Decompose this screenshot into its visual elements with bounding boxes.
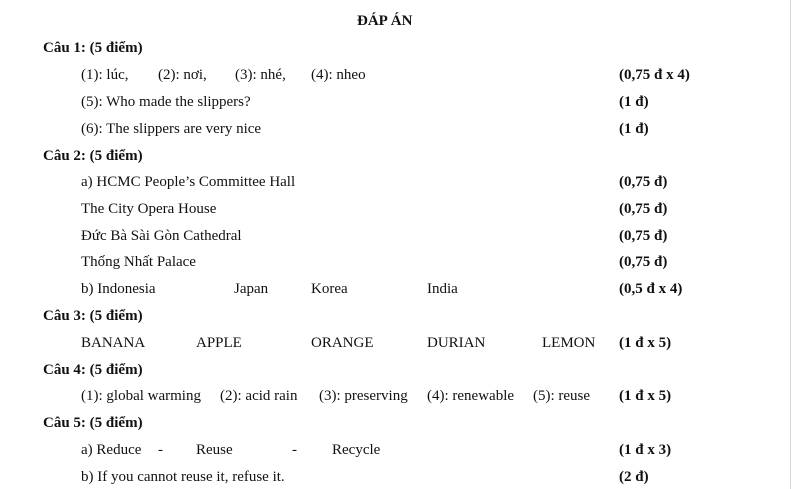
q1-answer-4: (4): nheo: [311, 67, 366, 83]
question-4-heading: Câu 4: (5 điểm): [43, 362, 143, 378]
q1-answer-6: (6): The slippers are very nice: [81, 121, 262, 137]
q2-score-3: (0,75 đ): [619, 228, 668, 244]
q3-fruit-5: LEMON: [542, 335, 596, 351]
q2-country-1: b) Indonesia: [81, 281, 156, 297]
q3-fruit-4: DURIAN: [427, 335, 486, 351]
q4-answer-1: (1): global warming: [81, 388, 201, 404]
q1-answer-5: (5): Who made the slippers?: [81, 94, 251, 110]
q5-dash-2: -: [292, 442, 297, 458]
q2-answer-2: The City Opera House: [81, 201, 217, 217]
q1-answer-1: (1): lúc,: [81, 67, 129, 83]
q2-score-1: (0,75 đ): [619, 174, 668, 190]
q4-score: (1 đ x 5): [619, 388, 672, 404]
q4-answer-5: (5): reuse: [533, 388, 591, 404]
question-1-heading: Câu 1: (5 điểm): [43, 40, 143, 56]
q3-fruit-2: APPLE: [196, 335, 242, 351]
q1-score-1: (0,75 đ x 4): [619, 67, 690, 83]
q3-fruit-3: ORANGE: [311, 335, 374, 351]
page-title: ĐÁP ÁN: [357, 13, 413, 29]
q2-country-3: Korea: [311, 281, 348, 297]
q5-score-2: (2 đ): [619, 469, 649, 485]
q1-score-2: (1 đ): [619, 94, 649, 110]
q3-fruit-1: BANANA: [81, 335, 146, 351]
q2-country-4: India: [427, 281, 458, 297]
question-5-heading: Câu 5: (5 điểm): [43, 415, 143, 431]
q2-answer-4: Thống Nhất Palace: [81, 254, 196, 270]
q4-answer-4: (4): renewable: [427, 388, 515, 404]
question-2-heading: Câu 2: (5 điểm): [43, 148, 143, 164]
q1-score-3: (1 đ): [619, 121, 649, 137]
q4-answer-3: (3): preserving: [319, 388, 408, 404]
q5-word-2: Reuse: [196, 442, 233, 458]
q2-answer-3: Đức Bà Sài Gòn Cathedral: [81, 228, 242, 244]
q5-score-1: (1 đ x 3): [619, 442, 672, 458]
q2-score-5: (0,5 đ x 4): [619, 281, 683, 297]
q5-dash-1: -: [158, 442, 163, 458]
q4-answer-2: (2): acid rain: [220, 388, 298, 404]
q2-answer-1: a) HCMC People’s Committee Hall: [81, 174, 296, 190]
q2-score-4: (0,75 đ): [619, 254, 668, 270]
q1-answer-2: (2): nơi,: [158, 67, 207, 83]
q5-answer-2: b) If you cannot reuse it, refuse it.: [81, 469, 285, 485]
question-3-heading: Câu 3: (5 điểm): [43, 308, 143, 324]
q1-answer-3: (3): nhé,: [235, 67, 286, 83]
q5-word-1: a) Reduce: [81, 442, 142, 458]
q2-score-2: (0,75 đ): [619, 201, 668, 217]
q5-word-3: Recycle: [332, 442, 381, 458]
q3-score: (1 đ x 5): [619, 335, 672, 351]
q2-country-2: Japan: [234, 281, 269, 297]
